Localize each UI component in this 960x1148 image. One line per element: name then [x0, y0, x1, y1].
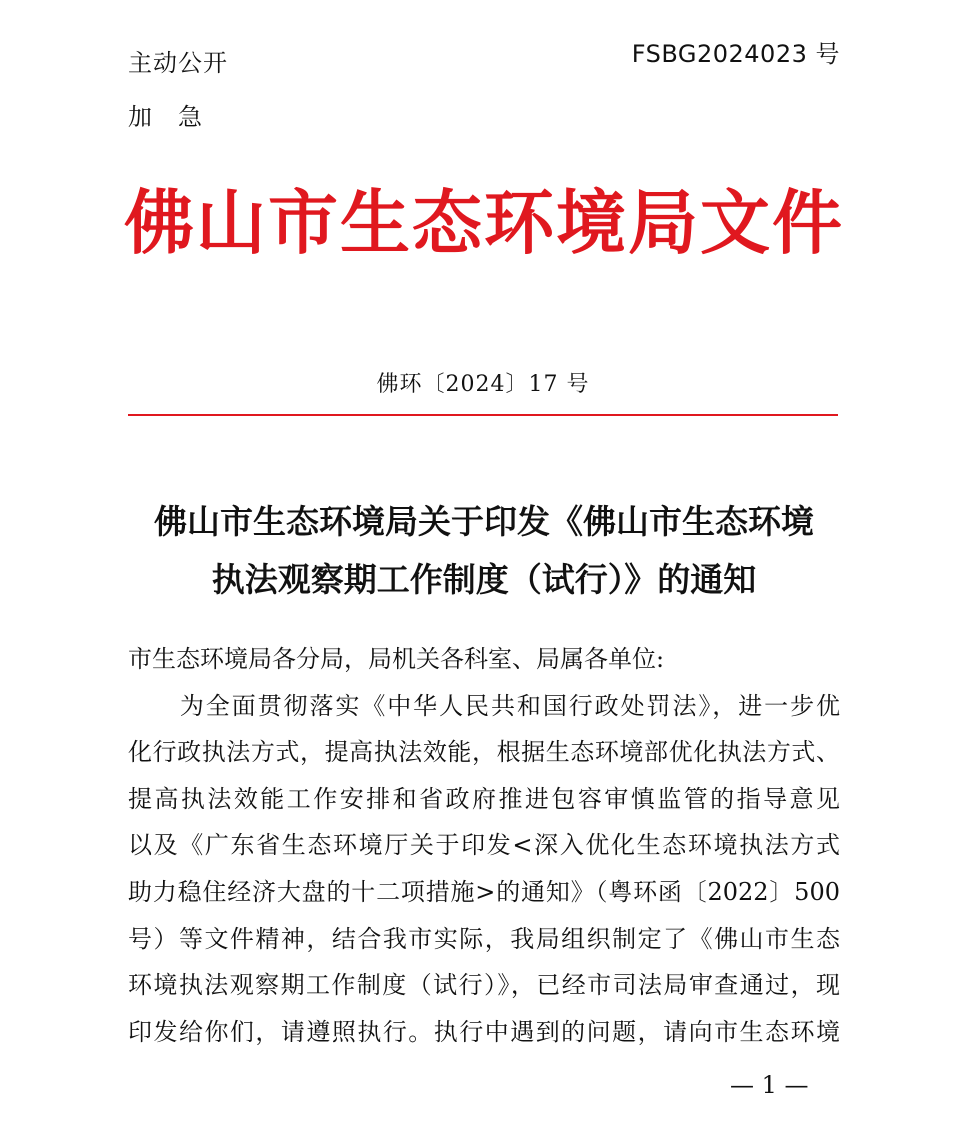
- red-divider: [128, 414, 838, 416]
- body-line: 提高执法效能工作安排和省政府推进包容审慎监管的指导意见: [128, 784, 840, 813]
- disclosure-label: 主动公开: [128, 49, 228, 77]
- salutation: 市生态环境局各分局，局机关各科室、局属各单位:: [128, 645, 665, 673]
- body-line: 为全面贯彻落实《中华人民共和国行政处罚法》，进一步优: [128, 691, 840, 720]
- title-line: 执法观察期工作制度（试行）》的通知: [211, 560, 757, 599]
- urgency-label: 加 急: [128, 103, 203, 131]
- body-line: 号）等文件精神，结合我市实际，我局组织制定了《佛山市生态: [128, 924, 840, 953]
- body-line: 化行政执法方式，提高执法效能，根据生态环境部优化执法方式、: [128, 738, 840, 767]
- page-number: — 1 —: [730, 1071, 809, 1099]
- body-line: 印发给你们，请遵照执行。执行中遇到的问题，请向市生态环境: [128, 1017, 840, 1046]
- document-title: [110, 493, 858, 609]
- document-number: 佛环〔2024〕17 号: [376, 372, 590, 397]
- document-meta-left: [128, 36, 228, 144]
- serial-number: FSBG2024023 号: [631, 40, 840, 68]
- title-line: 佛山市生态环境局关于印发《佛山市生态环境: [154, 502, 814, 541]
- body-line: 助力稳住经济大盘的十二项措施>的通知》（粤环函〔2022〕500: [128, 877, 840, 906]
- body-line: 环境执法观察期工作制度（试行）》，已经市司法局审查通过，现: [128, 971, 840, 1000]
- document-body: [128, 636, 840, 1055]
- body-line: 以及《广东省生态环境厅关于印发<深入优化生态环境执法方式: [128, 831, 840, 860]
- document-masthead: 佛山市生态环境局文件: [124, 181, 844, 264]
